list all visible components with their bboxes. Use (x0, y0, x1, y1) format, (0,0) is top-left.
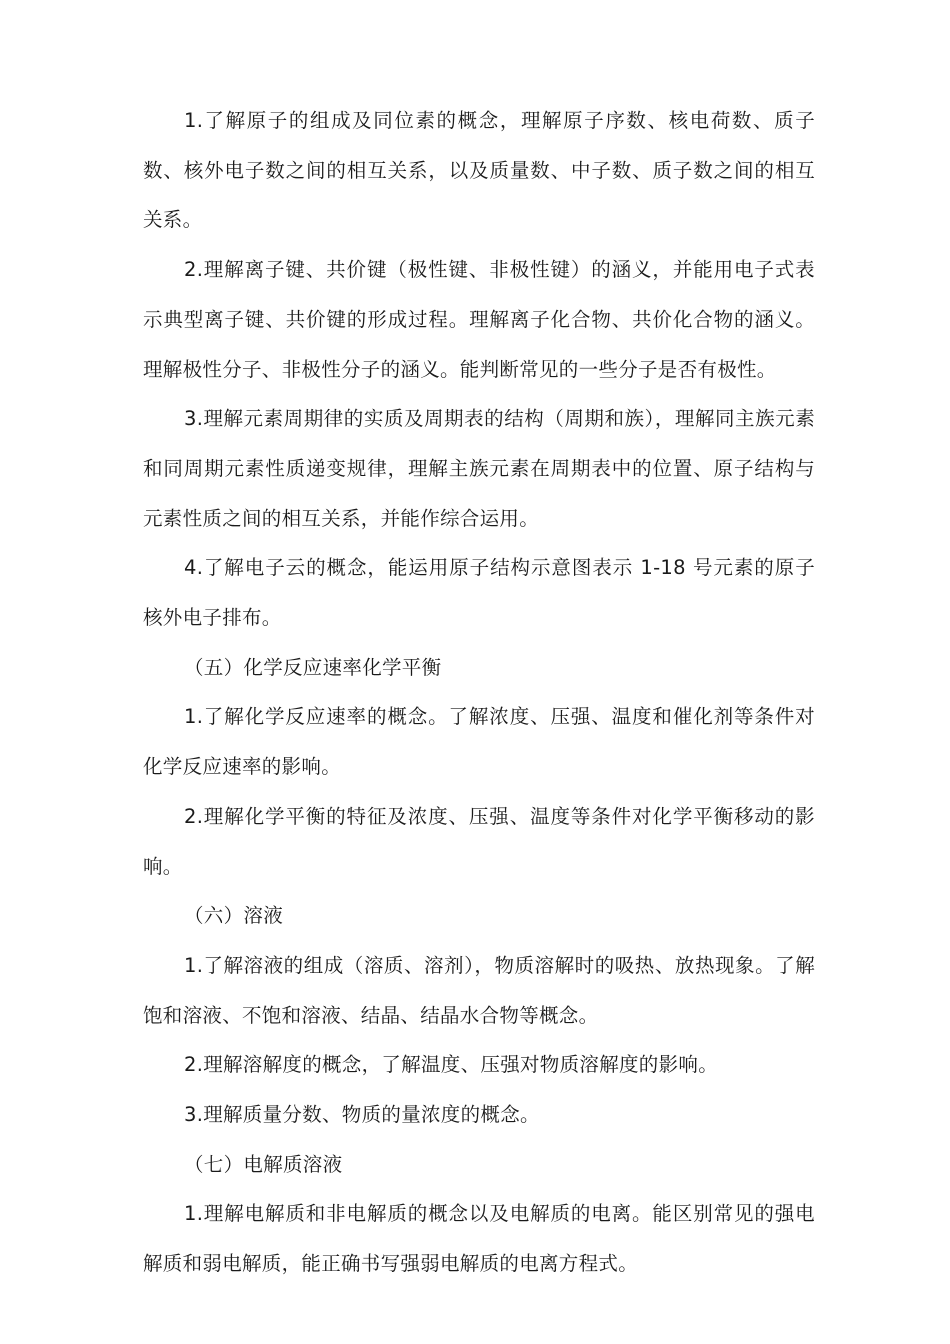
section-heading-reaction-rate: （五）化学反应速率化学平衡 (184, 655, 442, 679)
paragraph-solution-composition: 1.了解溶液的组成（溶质、溶剂），物质溶解时的吸热、放热现象。了解饱和溶液、不饱和溶液、结晶、结晶水合物等概念。 (143, 953, 815, 1027)
paragraph-concentration: 3.理解质量分数、物质的量浓度的概念。 (184, 1103, 540, 1127)
paragraph-electron-cloud: 4.了解电子云的概念，能运用原子结构示意图表示 1-18 号元素的原子核外电子排布。 (143, 556, 815, 630)
paragraph-chemical-bonds: 2.理解离子键、共价键（极性键、非极性键）的涵义，并能用电子式表示典型离子键、共价键的形成过程。理解离子化合物、共价化合物的涵义。理解极性分子、非极性分子的涵义。能判断常见的一些分子是否有极性。 (143, 258, 815, 381)
paragraph-solubility: 2.理解溶解度的概念，了解温度、压强对物质溶解度的影响。 (184, 1053, 719, 1077)
section-heading-electrolytes: （七）电解质溶液 (184, 1152, 343, 1176)
paragraph-electrolytes: 1.理解电解质和非电解质的概念以及电解质的电离。能区别常见的强电解质和弱电解质，能正确书写强弱电解质的电离方程式。 (143, 1202, 815, 1276)
paragraph-periodic-law: 3.理解元素周期律的实质及周期表的结构（周期和族），理解同主族元素和同周期元素性质递变规律，理解主族元素在周期表中的位置、原子结构与元素性质之间的相互关系，并能作综合运用。 (143, 407, 815, 530)
paragraph-atomic-composition: 1.了解原子的组成及同位素的概念，理解原子序数、核电荷数、质子数、核外电子数之间的相互关系，以及质量数、中子数、质子数之间的相互关系。 (143, 109, 815, 232)
document-body (143, 96, 815, 1289)
section-heading-solutions: （六）溶液 (184, 904, 284, 928)
paragraph-reaction-rate: 1.了解化学反应速率的概念。了解浓度、压强、温度和催化剂等条件对化学反应速率的影响。 (143, 705, 815, 779)
paragraph-chemical-equilibrium: 2.理解化学平衡的特征及浓度、压强、温度等条件对化学平衡移动的影响。 (143, 804, 815, 878)
